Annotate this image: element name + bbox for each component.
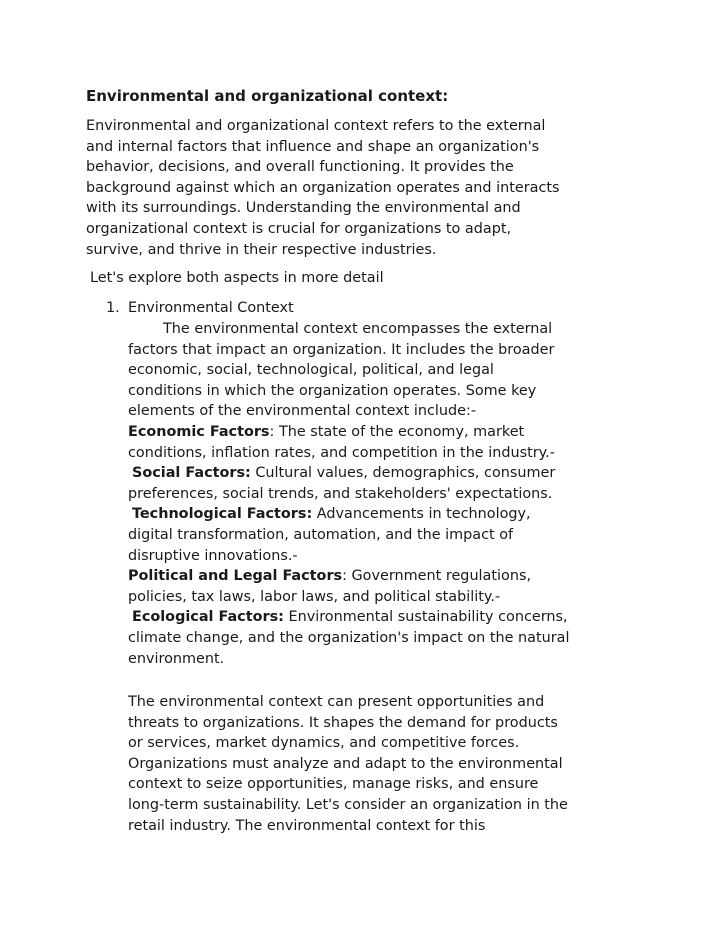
closing-line: The environmental context can present opportunities and xyxy=(128,694,545,710)
intro-line: Environmental and organizational context refers to the external xyxy=(86,118,546,134)
closing-line: or services, market dynamics, and competitive forces. xyxy=(128,735,520,752)
political-factors-text: : Government regulations, xyxy=(342,568,532,585)
technological-factors-line: digital transformation, automation, and the impact of xyxy=(128,526,514,543)
intro-line: and internal factors that influence and shape an organization's xyxy=(86,138,540,155)
economic-factors-text: : The state of the economy, market xyxy=(269,423,525,440)
closing-line: context to seize opportunities, manage risks, and ensure xyxy=(128,776,539,793)
technological-factors-line: disruptive innovations.- xyxy=(128,547,298,564)
body-line: factors that impact an organization. It includes the broader xyxy=(128,341,555,358)
explore-line: Let's explore both aspects in more detail xyxy=(90,270,384,286)
social-factors-line: preferences, social trends, and stakeholders' expectations. xyxy=(128,485,553,502)
body-line: elements of the environmental context include:- xyxy=(128,403,477,420)
social-factors-label: Social Factors: xyxy=(132,465,251,482)
closing-line: threats to organizations. It shapes the demand for products xyxy=(128,714,558,731)
list-item-number: 1. xyxy=(106,300,120,316)
body-line: conditions in which the organization operates. Some key xyxy=(128,382,537,399)
ecological-factors-label: Ecological Factors: xyxy=(132,609,284,626)
economic-factors-label: Economic Factors xyxy=(128,423,270,440)
environmental-context-body xyxy=(128,319,648,669)
intro-paragraph xyxy=(86,116,646,260)
intro-line: background against which an organization operates and interacts xyxy=(86,179,560,196)
technological-factors-line xyxy=(128,504,648,525)
section-heading: Environmental and organizational context: xyxy=(86,87,449,105)
technological-factors-text: Advancements in technology, xyxy=(312,506,531,523)
ecological-factors-line: environment. xyxy=(128,650,225,667)
intro-line: behavior, decisions, and overall functioning. It provides the xyxy=(86,159,514,176)
political-factors-line xyxy=(128,566,648,587)
body-line: economic, social, technological, political, and legal xyxy=(128,362,494,379)
ecological-factors-line xyxy=(128,607,648,628)
closing-paragraph xyxy=(128,692,648,836)
social-factors-text: Cultural values, demographics, consumer xyxy=(250,465,556,482)
closing-line: Organizations must analyze and adapt to the environmental xyxy=(128,755,563,772)
closing-line: retail industry. The environmental context for this xyxy=(128,817,486,834)
political-factors-line: policies, tax laws, labor laws, and political stability.- xyxy=(128,588,501,605)
intro-line: survive, and thrive in their respective industries. xyxy=(86,241,437,258)
closing-line: long-term sustainability. Let's consider an organization in the xyxy=(128,796,568,813)
intro-line: with its surroundings. Understanding the environmental and xyxy=(86,200,521,217)
economic-factors-line: conditions, inflation rates, and competition in the industry.- xyxy=(128,444,555,461)
political-factors-label: Political and Legal Factors xyxy=(128,568,343,585)
intro-line: organizational context is crucial for organizations to adapt, xyxy=(86,220,512,237)
ecological-factors-line: climate change, and the organization's impact on the natural xyxy=(128,629,570,646)
social-factors-line xyxy=(128,463,648,484)
technological-factors-label: Technological Factors: xyxy=(132,506,313,523)
body-line: The environmental context encompasses the external xyxy=(163,321,553,337)
ecological-factors-text: Environmental sustainability concerns, xyxy=(283,609,568,626)
economic-factors-line xyxy=(128,422,648,443)
list-item-title: Environmental Context xyxy=(128,300,294,316)
